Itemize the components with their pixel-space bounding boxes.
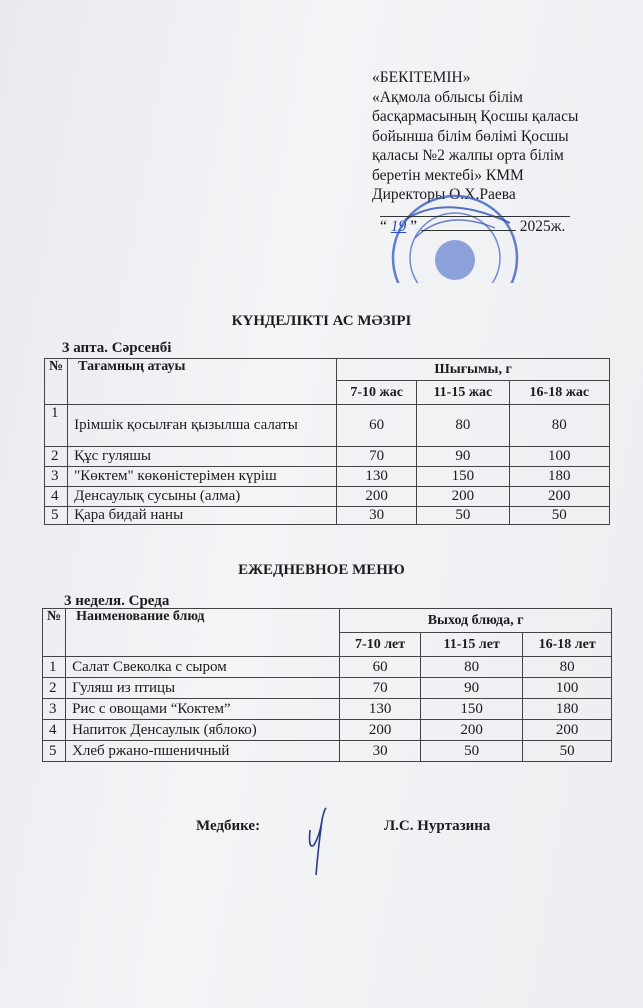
age-header: 7-10 лет — [340, 633, 421, 657]
table-row: 5 Қара бидай наны 30 50 50 — [45, 507, 610, 525]
table-row: 2 Құс гуляшы 70 90 100 — [45, 447, 610, 467]
col-name-header: Тағамның атауы — [68, 359, 337, 405]
approval-date: “ 19 ” 2025ж. — [380, 218, 566, 235]
col-num-header: № — [45, 359, 68, 405]
table-row: 4 Напиток Денсаулык (яблоко) 200 200 200 — [43, 720, 612, 741]
age-header: 11-15 лет — [421, 633, 523, 657]
table-row: 4 Денсаулық сусыны (алма) 200 200 200 — [45, 487, 610, 507]
nurse-signature — [300, 800, 340, 880]
col-yield-header: Шығымы, г — [337, 359, 610, 381]
col-num-header: № — [43, 609, 66, 657]
approval-block — [372, 68, 622, 205]
table-row: 2 Гуляш из птицы 70 90 100 — [43, 678, 612, 699]
nurse-role: Медбике: — [196, 818, 261, 834]
table-row: 5 Хлеб ржано-пшеничный 30 50 50 — [43, 741, 612, 762]
date-day: 19 — [390, 218, 407, 235]
age-header: 16-18 жас — [509, 381, 609, 405]
date-year: 2025ж. — [519, 218, 566, 235]
age-header: 11-15 жас — [417, 381, 510, 405]
month-line — [421, 230, 516, 231]
col-name-header: Наименование блюд — [66, 609, 340, 657]
approval-line: беретін мектебі» КММ — [372, 166, 524, 184]
approval-line: қаласы №2 жалпы орта білім — [372, 147, 564, 164]
approval-heading: «БЕКІТЕМІН» — [372, 69, 471, 86]
nurse-name: Л.С. Нуртазина — [384, 818, 491, 834]
table-row: 3 "Көктем" көкөністерімен күріш 130 150 180 — [45, 467, 610, 487]
kz-menu-table — [44, 358, 610, 525]
director-line: Директоры О.Х.Раева — [372, 186, 516, 203]
col-yield-header: Выход блюда, г — [340, 609, 612, 633]
kz-title: КҮНДЕЛІКТІ АС МӘЗІРІ — [231, 313, 412, 329]
ru-title: ЕЖЕДНЕВНОЕ МЕНЮ — [238, 562, 405, 578]
ru-menu-table — [42, 608, 612, 762]
age-header: 16-18 лет — [523, 633, 612, 657]
approval-line: «Ақмола облысы білім — [372, 88, 523, 106]
table-row: 3 Рис с овощами “Коктем” 130 150 180 — [43, 699, 612, 720]
kz-subtitle: 3 апта. Сәрсенбі — [62, 340, 172, 356]
ru-subtitle: 3 неделя. Среда — [64, 593, 170, 609]
table-row: 1 Салат Свеколка с сыром 60 80 80 — [43, 657, 612, 678]
signature-line — [380, 216, 570, 217]
age-header: 7-10 жас — [337, 381, 417, 405]
approval-line: басқармасының Қосшы қаласы — [372, 108, 579, 125]
approval-line: бойынша білім бөлімі Қосшы — [372, 127, 569, 145]
table-row: 1 Ірімшік қосылған қызылша салаты 60 80 80 — [45, 405, 610, 447]
